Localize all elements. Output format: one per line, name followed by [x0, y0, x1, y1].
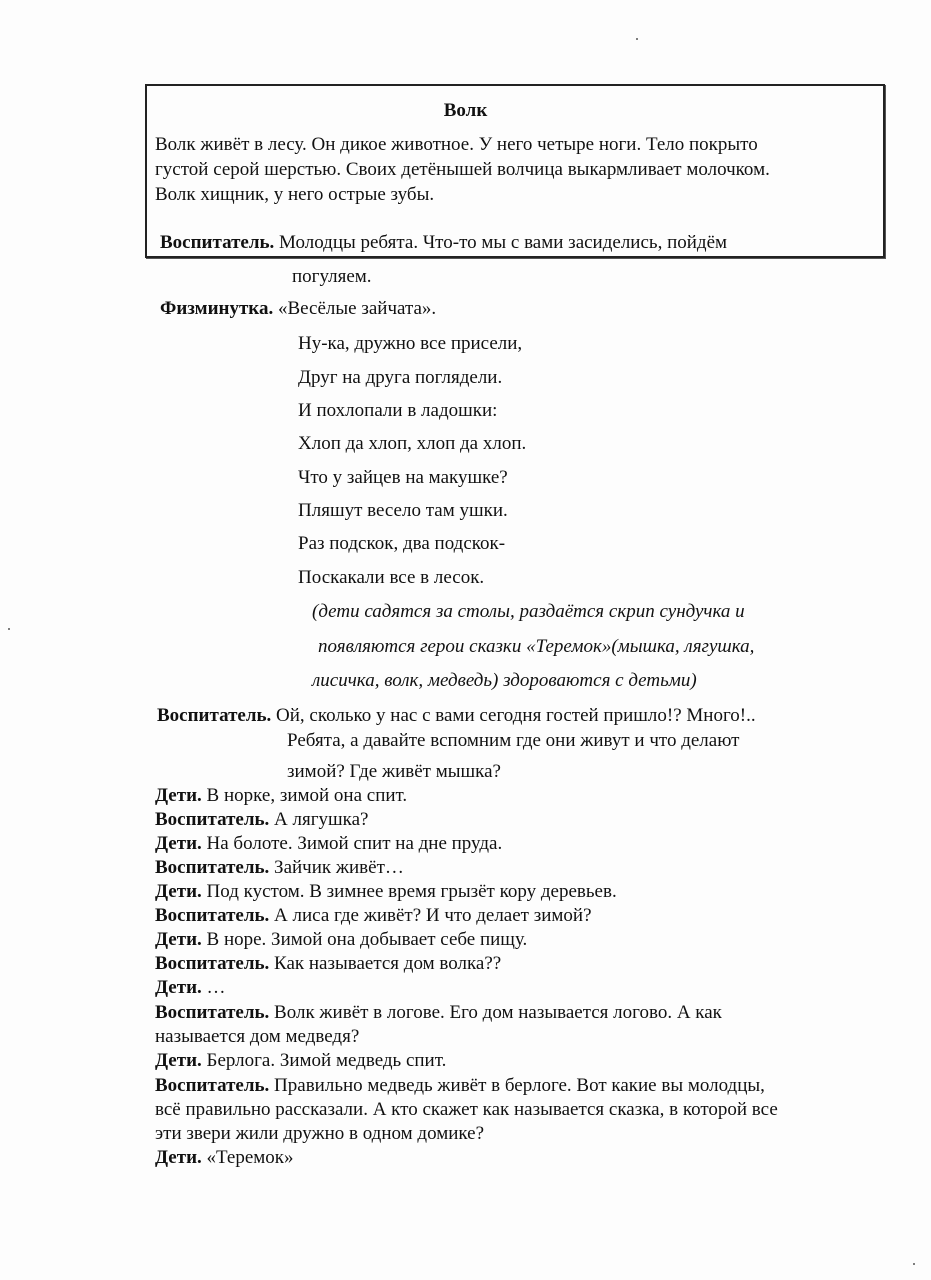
fizminutka-label: Физминутка. [160, 298, 274, 319]
guests-line [157, 705, 756, 727]
dialogue-line [155, 1050, 446, 1072]
dialogue-text: эти звери жили дружно в одном домике? [155, 1123, 485, 1144]
dialogue-line [155, 1123, 484, 1145]
wolf-box-line: Волк хищник, у него острые зубы. [155, 184, 435, 205]
intro-continuation: погуляем. [292, 266, 372, 287]
verse-line: Раз подскок, два подскок- [298, 533, 506, 554]
dialogue-line [155, 929, 527, 951]
wolf-box-line: Волк живёт в лесу. Он дикое животное. У него четыре ноги. Тело покрыто [155, 134, 758, 155]
dialogue-text: В норе. Зимой она добывает себе пищу. [201, 929, 528, 950]
scan-speck [636, 38, 638, 40]
dialogue-text: Зайчик живёт… [269, 857, 404, 878]
dialogue-line [155, 1026, 359, 1048]
dialogue-line [155, 1075, 765, 1097]
verse-line: Пляшут весело там ушки. [298, 500, 508, 521]
dialogue-text: Берлога. Зимой медведь спит. [201, 1050, 447, 1071]
dialogue-line [155, 785, 407, 807]
guests-continuation: Ребята, а давайте вспомним где они живут и что делают [287, 730, 740, 751]
dialogue-text: В норке, зимой она спит. [201, 785, 408, 806]
dialogue-text: Под кустом. В зимнее время грызёт кору деревьев. [201, 881, 617, 902]
speaker-label: Дети. [155, 881, 202, 902]
verse-line: И похлопали в ладошки: [298, 400, 498, 421]
dialogue-text: А лягушка? [269, 809, 369, 830]
dialogue-line [155, 809, 368, 831]
fizminutka-heading [160, 298, 436, 320]
speaker-label: Воспитатель. [155, 857, 270, 878]
verse-line: Друг на друга поглядели. [298, 367, 503, 388]
dialogue-line [155, 1002, 722, 1024]
stage-direction: появляются герои сказки «Теремок»(мышка, лягушка, [318, 636, 755, 657]
wolf-box-line: густой серой шерстью. Своих детёнышей волчица выкармливает молочком. [155, 159, 770, 180]
speaker-label: Дети. [155, 977, 202, 998]
stage-direction: (дети садятся за столы, раздаётся скрип сундучка и [312, 601, 745, 622]
dialogue-text: На болоте. Зимой спит на дне пруда. [201, 833, 503, 854]
dialogue-text: всё правильно рассказали. А кто скажет как называется сказка, в которой все [155, 1099, 778, 1120]
speaker-label: Воспитатель. [155, 953, 270, 974]
speaker-label: Воспитатель. [155, 1002, 270, 1023]
speaker-label: Воспитатель. [160, 232, 275, 253]
speaker-label: Воспитатель. [155, 1075, 270, 1096]
dialogue-text: … [201, 977, 226, 998]
scan-speck [8, 628, 10, 630]
speaker-label: Дети. [155, 833, 202, 854]
speaker-label: Дети. [155, 1147, 202, 1168]
dialogue-line [155, 905, 592, 927]
dialogue-text: Правильно медведь живёт в берлоге. Вот какие вы молодцы, [269, 1075, 765, 1096]
speaker-label: Воспитатель. [157, 705, 272, 726]
dialogue-text: называется дом медведя? [155, 1026, 360, 1047]
verse-line: Что у зайцев на макушке? [298, 467, 508, 488]
dialogue-text: Волк живёт в логове. Его дом называется логово. А как [269, 1002, 722, 1023]
dialogue-text: «Теремок» [201, 1147, 294, 1168]
speaker-label: Дети. [155, 785, 202, 806]
speaker-label: Дети. [155, 1050, 202, 1071]
dialogue-line [155, 833, 502, 855]
dialogue-line [155, 881, 617, 903]
dialogue-text: А лиса где живёт? И что делает зимой? [269, 905, 592, 926]
verse-line: Ну-ка, дружно все присели, [298, 333, 523, 354]
guests-continuation: зимой? Где живёт мышка? [287, 761, 501, 782]
dialogue-line [155, 1147, 294, 1169]
intro-text: Молодцы ребята. Что-то мы с вами засиделись, пойдём [274, 232, 728, 253]
dialogue-line [155, 953, 501, 975]
speaker-label: Дети. [155, 929, 202, 950]
verse-line: Поскакали все в лесок. [298, 567, 485, 588]
wolf-box-title: Волк [443, 100, 488, 121]
fizminutka-title: «Весёлые зайчата». [273, 298, 437, 319]
stage-direction: лисичка, волк, медведь) здороваются с детьми) [312, 670, 697, 691]
speaker-label: Воспитатель. [155, 809, 270, 830]
dialogue-line [155, 977, 226, 999]
guests-text: Ой, сколько у нас с вами сегодня гостей пришло!? Много!.. [271, 705, 756, 726]
speaker-label: Воспитатель. [155, 905, 270, 926]
verse-line: Хлоп да хлоп, хлоп да хлоп. [298, 433, 527, 454]
intro-line [160, 232, 727, 254]
dialogue-text: Как называется дом волка?? [269, 953, 502, 974]
scan-speck [913, 1263, 915, 1265]
dialogue-line [155, 857, 404, 879]
dialogue-line [155, 1099, 778, 1121]
